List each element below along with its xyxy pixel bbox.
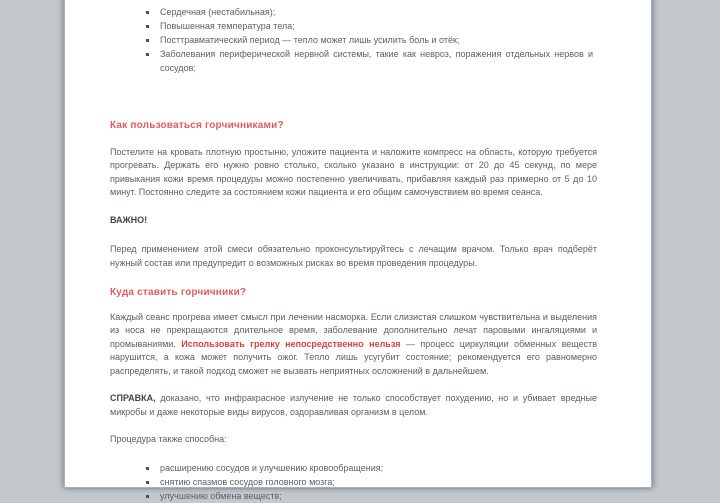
placement-paragraph [110,311,597,379]
important-label: ВАЖНО! [110,214,597,228]
contraindications-list [110,6,597,75]
list-item: Заболевания периферической нервной системы, такие как невроз, поражения отдельных нервов и сосудов; [110,48,593,75]
reference-text: доказано, что инфракрасное излучение не только способствует похудению, но и убивает вредные микробы и даже некоторые виды вирусов, оздоравливая организм в целом. [110,393,597,417]
warning-text: Использовать грелку непосредственно нельзя [181,339,400,349]
placement-text-before: Каждый сеанс прогрева имеет смысл при лечении насморка. Если слизистая слишком чувствительна и выделения из носа не прекращаются длительное время, заболевание дополнительно лечат паровыми ингаляциями и промываниями. [110,312,597,349]
list-item: улучшению обмена веществ; [110,490,593,503]
placement-text-after: — процесс циркуляции обменных веществ нарушится, а кожа может получить ожог. Тепло лишь усугубит состояние; рекомендуется его равномерно распределять, и такой подход сможет не вызвать неприятных осложнений в дальнейшем. [110,339,597,376]
reference-paragraph [110,392,597,419]
usage-section-heading: Как пользоваться горчичниками? [110,119,597,133]
list-item: Сердечная (нестабильная); [110,6,593,20]
benefits-list [110,462,597,503]
list-item: Повышенная температура тела; [110,20,593,34]
list-item: снятию спазмов сосудов головного мозга; [110,476,593,490]
reference-label: СПРАВКА, [110,393,156,403]
usage-paragraph: Постелите на кровать плотную простыню, уложите пациента и наложите компресс на область, которую требуется прогревать. Держать его нужно ровно столько, сколько указано в инструкции: от 20 до 45 секунд, по мере привыкания кожи время процедуры можно постепенно увеличивать, прибавляя каждый раз примерно от 5 до 10 минут. Постоянно следите за состоянием кожи пациента и его общим самочувствием во время сеанса. [110,146,597,200]
list-item: Посттравматический период — тепло может лишь усилить боль и отёк; [110,34,593,48]
benefits-intro: Процедура также способна: [110,433,597,447]
placement-section-heading: Куда ставить горчичники? [110,286,597,300]
consult-paragraph: Перед применением этой смеси обязательно проконсультируйтесь с лечащим врачом. Только врач подберёт нужный состав или предупредит о возможных рисках во время проведения процедуры. [110,243,597,270]
document-page [64,0,652,488]
document-content [65,0,651,503]
list-item: расширению сосудов и улучшению кровообращения; [110,462,593,476]
